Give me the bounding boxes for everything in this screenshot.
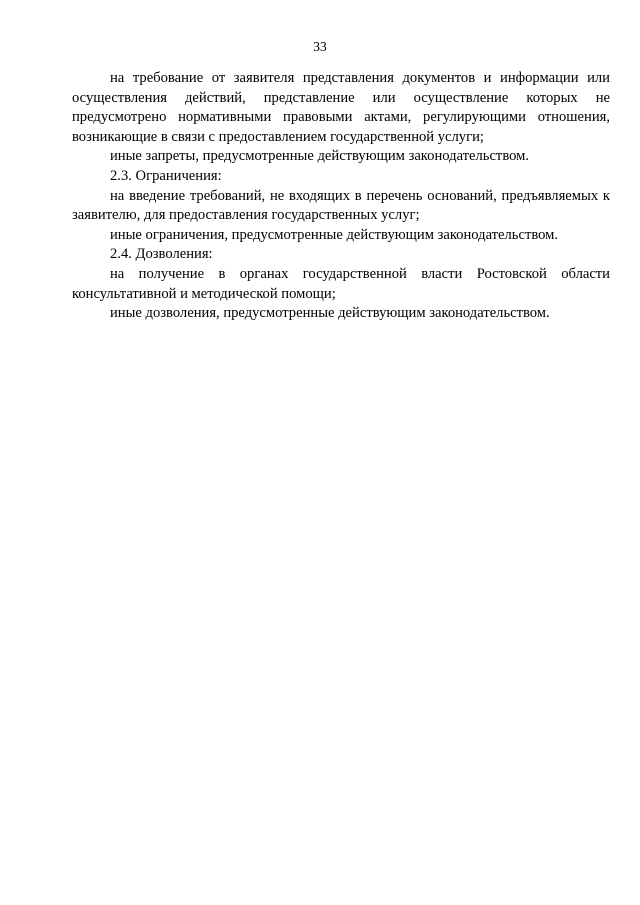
paragraph-requirements-introduction: на введение требований, не входящих в перечень оснований, предъявляемых к заявителю, для предоставления государственных услуг; — [72, 187, 610, 224]
paragraph-other-prohibitions: иные запреты, предусмотренные действующим законодательством. — [110, 148, 530, 165]
paragraph-consultative-assistance: на получение в органах государственной власти Ростовской области консультативной и методической помощи; — [72, 265, 610, 302]
section-heading-permissions: 2.4. Дозволения: — [110, 246, 213, 263]
paragraph-document-requirement: на требование от заявителя представления документов и информации или осуществления действий, представление или осуществление которых не предусмотрено нормативными правовыми актами, регулирующими отношения, возникающие в связи с предоставлением государственной услуги; — [72, 70, 610, 145]
section-heading-restrictions: 2.3. Ограничения: — [110, 167, 222, 184]
document-body — [72, 69, 610, 324]
paragraph-other-permissions: иные дозволения, предусмотренные действующим законодательством. — [110, 305, 550, 322]
paragraph-other-restrictions: иные ограничения, предусмотренные действующим законодательством. — [110, 226, 559, 243]
page-number: 33 — [313, 39, 327, 54]
